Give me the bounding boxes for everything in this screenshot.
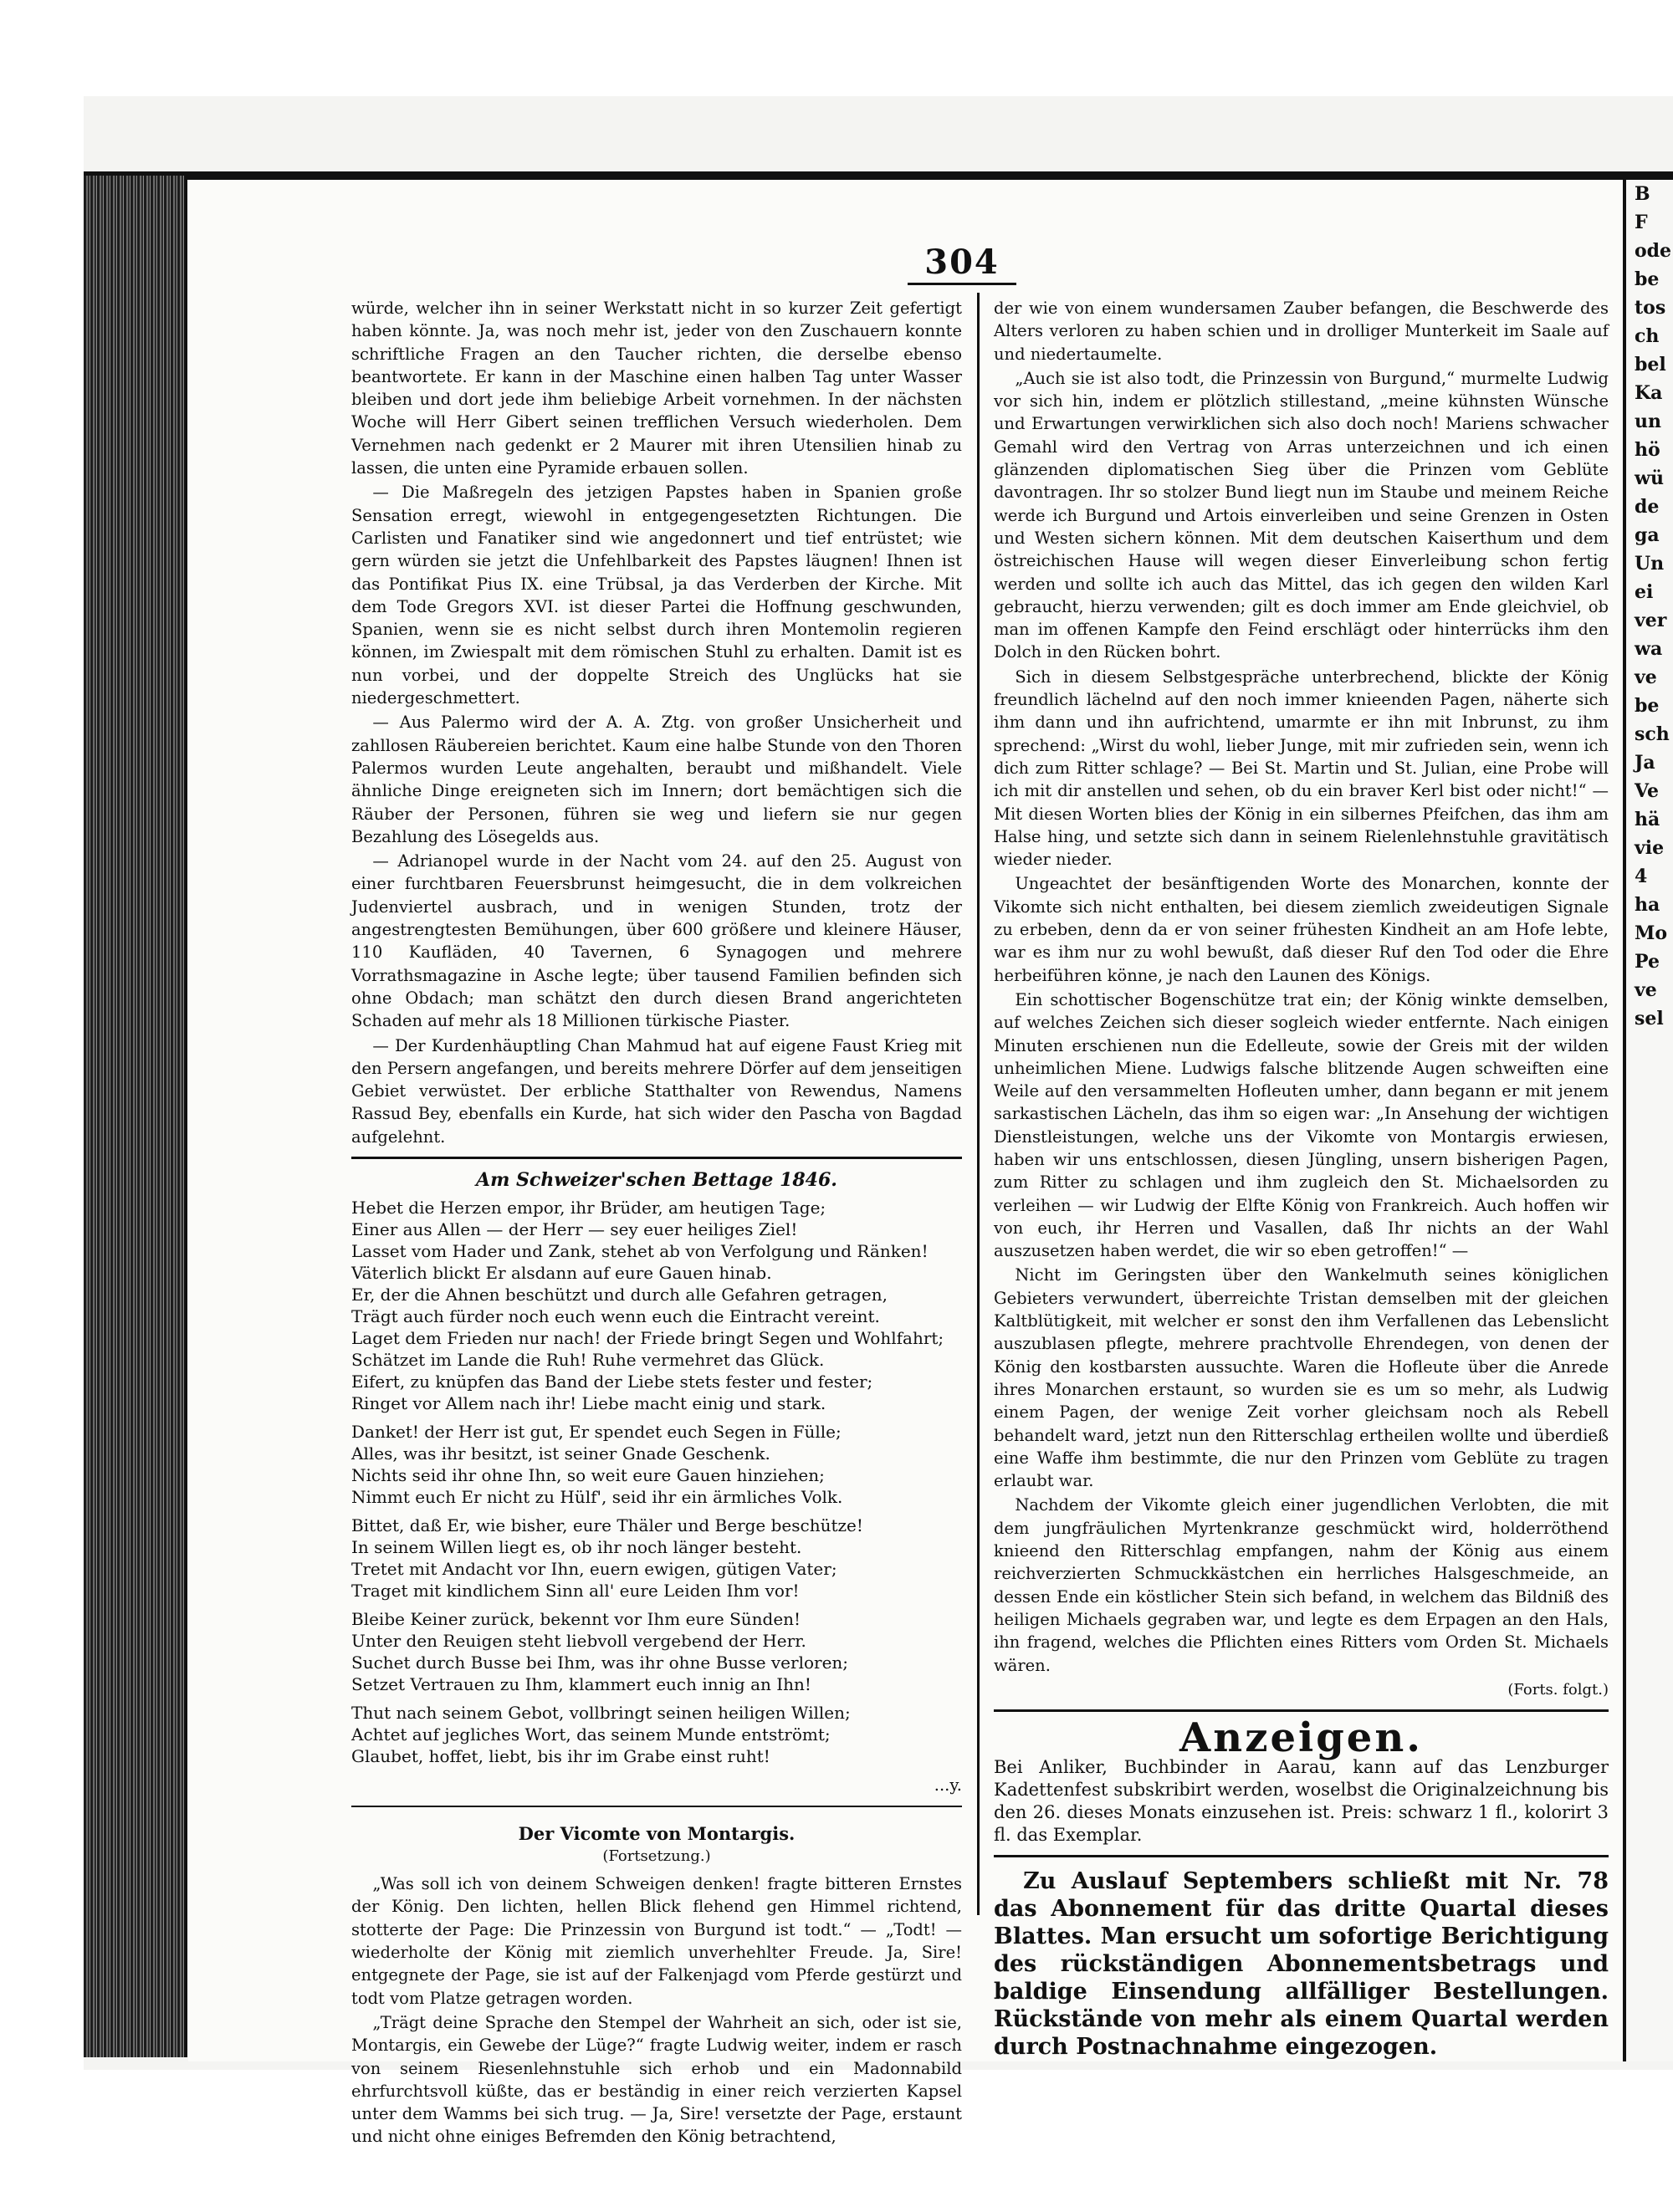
news-paragraph: — Aus Palermo wird der A. A. Ztg. von großer Unsicherheit und zahllosen Räubereien berichtet. Kaum eine halbe Stunde von den Thoren Palermos wurden Leute angehalten, beraubt und mißhandelt. Viele ähnliche Dinge ereigneten sich im Innern; dort bemächtigen sich die Räuber der Personen, führen sie weg und liefern sie nur gegen Bezahlung des Lösegelds aus.: [351, 713, 962, 846]
adjacent-page-fragment: ode: [1635, 240, 1672, 262]
poem-line: Bittet, daß Er, wie bisher, eure Thäler und Berge beschütze!: [351, 1515, 863, 1536]
advertisement-text: Bei Anliker, Buchbinder in Aarau, kann auf das Lenzburger Kadettenfest subskribirt werden, woselbst die Originalzeichnung bis den 26. dieses Monats einzusehen ist. Preis: schwarz 1 fl., kolorirt 3 fl. das Exemplar.: [994, 1757, 1609, 1846]
section-rule: [994, 1855, 1609, 1857]
poem-line: Glaubet, hoffet, liebt, bis ihr im Grabe einst ruht!: [351, 1746, 770, 1767]
poem-line: Hebet die Herzen empor, ihr Brüder, am heutigen Tage;: [351, 1198, 826, 1218]
poem-line: Lasset vom Hader und Zank, stehet ab von Verfolgung und Ränken!: [351, 1241, 929, 1262]
poem-line: Nichts seid ihr ohne Ihn, so weit eure Gauen hinziehen;: [351, 1465, 825, 1486]
adjacent-page-fragment: F: [1635, 212, 1648, 233]
ads-title: Anzeigen.: [1179, 1714, 1423, 1762]
story-paragraph: Ein schottischer Bogenschütze trat ein; der König winkte demselben, auf welches Zeichen sich dieser sogleich wieder entfernte. Nach einigen Minuten erschienen nun die Edelleute, sowie der Greis mit der wilden unheimlichen Miene. Ludwigs falsche blitzende Augen schweiften eine Weile auf den versammelten Hofleuten umher, dann begann er mit jenem sarkastischen Lächeln, das ihm so eigen war: „In Ansehung der wichtigen Dienstleistungen, welche uns der Vikomte von Montargis erwiesen, haben wir uns entschlossen, diesen Jüngling, unsern bisherigen Pagen, zum Ritter zu schlagen und ihm zugleich den St. Michaelsorden zu verleihen — wir Ludwig der Elfte König von Frankreich. Auch hoffen wir von euch, ihr Herren und Vasallen, daß Ihr nichts an der Wahl auszusetzen haben werdet, die wir so eben getroffen!“ —: [994, 989, 1609, 1261]
subscription-notice: Zu Auslauf Septembers schließt mit Nr. 78 das Abonnement für das dritte Quartal dieses Blattes. Man ersucht um sofortige Berichtigung des rückständigen Abonnementsbetrags und baldige Einsendung allfälliger Bestellungen. Rückstände von mehr als einem Quartal werden durch Postnachnahme eingezogen.: [994, 1868, 1609, 2061]
story-paragraph: „Auch sie ist also todt, die Prinzessin von Burgund,“ murmelte Ludwig vor sich hin, indem er plötzlich stillestand, „meine kühnsten Wünsche und Erwartungen verwirklichen sich also doch noch! Mariens schwacher Gemahl wird den Vertrag von Arras unterzeichnen und ich einen glänzenden diplomatischen Sieg über die Prinzen vom Geblüte davontragen. Ihr so stolzer Bund liegt nun im Staube und meinem Reiche werde ich Burgund und Artois einverleiben und seine Grenzen in Osten und Westen sichern können. Mit dem deutschen Kaiserthum und dem östreichischen Hause will wegen dieser Einverleibung schon fertig werden und sollte ich auch das Mittel, das ich gegen den wilden Karl gebraucht, hierzu verwenden; gilt es doch immer am Ende gleichviel, ob man im offenen Kampfe den Feind erschlägt oder hinterrücks ihm den Dolch in den Rücken bohrt.: [994, 368, 1609, 662]
poem: [351, 1197, 962, 1767]
left-column: [351, 297, 962, 2150]
adjacent-page-fragment: ei: [1635, 581, 1654, 603]
adjacent-page-fragment: ch: [1635, 325, 1660, 347]
section-rule: [351, 1806, 962, 1807]
story-paragraph: „Was soll ich von deinem Schweigen denken! fragte bitteren Ernstes der König. Den lichten, hellen Blick flehend gen Himmel richtend, stotterte der Page: Die Prinzessin von Burgund ist todt.“ — „Todt! — wiederholte der König mit ziemlich unverhehlter Freude. Ja, Sire! entgegnete der Page, sie ist auf der Falkenjagd vom Pferde gestürzt und todt vom Platze getragen worden.: [351, 1874, 962, 2008]
news-paragraph: — Die Maßregeln des jetzigen Papstes haben in Spanien große Sensation erregt, wiewohl in entgegengesetzten Richtungen. Die Carlisten und Fanatiker sind wie angedonnert und tief entrüstet; wie gern würden sie jetzt die Unfehlbarkeit des Papstes läugnen! Ihnen ist das Pontifikat Pius IX. eine Trübsal, ja das Verderben der Kirche. Mit dem Tode Gregors XVI. ist dieser Partei die Hoffnung geschwunden, Spanien, wenn sie es nicht selbst durch ihren Montemolin regieren können, im Zwiespalt mit dem römischen Stuhl zu erhalten. Damit ist es nun vorbei, und der doppelte Streich des Unglücks hat sie niedergeschmettert.: [351, 483, 962, 708]
adjacent-page-fragment: wü: [1635, 467, 1664, 489]
adjacent-page-fragment: B: [1635, 183, 1650, 205]
adjacent-page-fragment: ver: [1635, 610, 1667, 631]
poem-stanza: [351, 1515, 962, 1602]
adjacent-page-fragment: vie: [1635, 837, 1665, 859]
adjacent-page-fragment: sel: [1635, 1008, 1664, 1029]
poem-line: Danket! der Herr ist gut, Er spendet euch Segen in Fülle;: [351, 1422, 842, 1443]
continuation-note: (Forts. folgt.): [1507, 1680, 1609, 1699]
poem-line: Tretet mit Andacht vor Ihn, euern ewigen, gütigen Vater;: [351, 1559, 837, 1580]
poem-line: In seinem Willen liegt es, ob ihr noch länger besteht.: [351, 1537, 802, 1558]
news-section: [351, 297, 962, 1148]
page-number-rule: [908, 283, 1016, 285]
book-gutter: [84, 176, 187, 2057]
news-paragraph: — Adrianopel wurde in der Nacht vom 24. auf den 25. August von einer furchtbaren Feuersbrunst heimgesucht, die in dem volkreichen Judenviertel ausbrach, und in wenigen Stunden, trotz der angestrengtesten Bemühungen, über 600 größere und kleinere Häuser, 110 Kaufläden, 40 Tavernen, 6 Synagogen und mehrere Vorrathsmagazine in Asche legte; über tausend Familien befinden sich ohne Obdach; man schätzt den durch diesen Brand angerichteten Schaden auf mehr als 18 Millionen türkische Piaster.: [351, 851, 962, 1031]
adjacent-page-strip: [1623, 180, 1673, 2061]
poem-stanza: [351, 1197, 962, 1414]
story-paragraph: Nicht im Geringsten über den Wankelmuth seines königlichen Gebieters verwundert, überreichte Tristan demselben mit der gleichen Kaltblütigkeit, mit welcher er sonst den ihm Verfallenen das Lebenslicht auszublasen pflegte, mehrere prachtvolle Ehrendegen, von denen der König den kostbarsten aussuchte. Waren die Hofleute über die Anrede ihres Monarchen erstaunt, so wurden sie es um so mehr, als Ludwig einem Pagen, der wenige Zeit vorher gleichsam noch als Rebell behandelt ward, jetzt nun den Ritterschlag ertheilen wollte und überdieß eine Waffe ihm bestimmte, die nur den Prinzen vom Geblüte zu tragen erlaubt war.: [994, 1265, 1609, 1491]
adjacent-page-fragment: Ve: [1635, 780, 1660, 802]
adjacent-page-fragment: hä: [1635, 809, 1660, 830]
poem-line: Er, der die Ahnen beschützt und durch alle Gefahren getragen,: [351, 1285, 888, 1305]
adjacent-page-fragment: tos: [1635, 297, 1666, 319]
poem-line: Eifert, zu knüpfen das Band der Liebe stets fester und fester;: [351, 1372, 873, 1392]
poem-line: Alles, was ihr besitzt, ist seiner Gnade Geschenk.: [351, 1443, 770, 1464]
section-rule: [994, 1709, 1609, 1712]
story-paragraph: „Trägt deine Sprache den Stempel der Wahrheit an sich, oder ist sie, Montargis, ein Gewebe der Lüge?“ fragte Ludwig weiter, indem er rasch von seinem Riesenlehnstuhle sich erhob und ein Madonnabild ehrfurchtsvoll küßte, das er beständig in einer reich verzierten Kapsel unter dem Wamms bei sich trug. — Ja, Sire! versetzte der Page, erstaunt und nicht ohne einiges Befremden den König betrachtend,: [351, 2012, 962, 2147]
poem-line: Nimmt euch Er nicht zu Hülf', seid ihr ein ärmliches Volk.: [351, 1487, 843, 1508]
adjacent-page-fragment: bel: [1635, 354, 1666, 375]
poem-stanza: [351, 1421, 962, 1508]
adjacent-page-fragment: ga: [1635, 524, 1660, 546]
story-title: Der Vicomte von Montargis.: [518, 1822, 796, 1844]
poem-line: Suchet durch Busse bei Ihm, was ihr ohne Busse verloren;: [351, 1653, 849, 1673]
adjacent-page-fragment: 4: [1635, 866, 1648, 887]
poem-line: Ringet vor Allem nach ihr! Liebe macht einig und stark.: [351, 1393, 826, 1414]
adjacent-page-fragment: be: [1635, 268, 1660, 290]
adjacent-page-fragment: hö: [1635, 439, 1660, 461]
adjacent-page-fragment: Pe: [1635, 951, 1660, 973]
page-number: 304: [924, 243, 1000, 282]
adjacent-page-fragment: de: [1635, 496, 1660, 518]
right-column: [994, 297, 1609, 2062]
news-paragraph: — Der Kurdenhäuptling Chan Mahmud hat auf eigene Faust Krieg mit den Persern angefangen, und bereits mehrere Dörfer auf dem jenseitigen Gebiet verwüstet. Der erbliche Statthalter von Rewendus, Namens Rassud Bey, ebenfalls ein Kurde, hat sich wider den Pascha von Bagdad aufgelehnt.: [351, 1035, 962, 1147]
poem-line: Unter den Reuigen steht liebvoll vergebend der Herr.: [351, 1631, 806, 1652]
column-divider: [977, 293, 980, 1915]
poem-stanza: [351, 1702, 962, 1767]
adjacent-page-fragment: un: [1635, 411, 1661, 432]
story-paragraph: der wie von einem wundersamen Zauber befangen, die Beschwerde des Alters verloren zu haben schien und in drolliger Munterkeit im Saale auf und niedertaumelte.: [994, 299, 1609, 364]
story-paragraph: Ungeachtet der besänftigenden Worte des Monarchen, konnte der Vikomte sich nicht enthalten, bei diesem ziemlich zweideutigen Signale zu erbeben, denn da er von seiner frühesten Kindheit an am Hofe lebte, war es ihm nur zu wohl bewußt, daß dieser Ruf den Tod oder die Ehre herbeiführen könne, je nach den Launen des Königs.: [994, 874, 1609, 985]
poem-line: Laget dem Frieden nur nach! der Friede bringt Segen und Wohlfahrt;: [351, 1328, 944, 1349]
poem-line: Schätzet im Lande die Ruh! Ruhe vermehret das Glück.: [351, 1350, 825, 1371]
story-paragraph: Sich in diesem Selbstgespräche unterbrechend, blickte der König freundlich lächelnd auf den noch immer knieenden Pagen, näherte sich ihm dann und ihn aufrichtend, umarmte er ihn mit Inbrunst, zu ihm sprechend: „Wirst du wohl, lieber Junge, mit mir zufrieden sein, wenn ich dich zum Ritter schlage? — Bei St. Martin und St. Julian, eine Probe will ich mit dir anstellen und sehen, ob du ein braver Kerl bist oder nicht!“ — Mit diesen Worten blies der König in ein silbernes Pfeifchen, das ihm am Halse hing, und setzte sich dann in seinem Rielenlehnstuhle gravitätisch wieder nieder.: [994, 667, 1609, 870]
poem-stanza: [351, 1608, 962, 1695]
story-subtitle: (Fortsetzung.): [602, 1847, 711, 1865]
poem-line: Bleibe Keiner zurück, bekennt vor Ihm eure Sünden!: [351, 1609, 801, 1630]
adjacent-page-fragment: ve: [1635, 979, 1657, 1001]
adjacent-page-fragment: Un: [1635, 553, 1665, 575]
poem-line: Setzet Vertrauen zu Ihm, klammert euch innig an Ihn!: [351, 1674, 811, 1695]
adjacent-page-fragment: wa: [1635, 638, 1663, 660]
section-rule: [351, 1157, 962, 1159]
adjacent-page-fragment: sch: [1635, 723, 1670, 745]
poem-line: Einer aus Allen — der Herr — sey euer heiliges Ziel!: [351, 1219, 798, 1240]
poem-line: Väterlich blickt Er alsdann auf eure Gauen hinab.: [351, 1263, 772, 1284]
adjacent-page-fragment: Ka: [1635, 382, 1663, 404]
poem-line: Trägt auch fürder noch euch wenn euch die Eintracht vereint.: [351, 1306, 880, 1327]
adjacent-page-fragment: ve: [1635, 667, 1657, 688]
adjacent-page-fragment: Ja: [1635, 752, 1655, 774]
page-top-rule: [84, 171, 1673, 180]
adjacent-page-fragment: Mo: [1635, 922, 1668, 944]
poem-line: Traget mit kindlichem Sinn all' eure Leiden Ihm vor!: [351, 1581, 800, 1602]
poem-signature: ...y.: [934, 1775, 962, 1796]
adjacent-page-fragment: be: [1635, 695, 1660, 717]
poem-line: Thut nach seinem Gebot, vollbringt seinen heiligen Willen;: [351, 1703, 851, 1724]
news-paragraph: würde, welcher ihn in seiner Werkstatt nicht in so kurzer Zeit gefertigt haben könnte. Ja, was noch mehr ist, jeder von den Zuschauern konnte schriftliche Fragen an den Taucher richten, die derselbe ebenso beantwortete. Er kann in der Maschine einen halben Tag unter Wasser bleiben und dort jede ihm beliebige Arbeit vornehmen. In der nächsten Woche will Herr Gibert seinen trefflichen Versuch wiederholen. Dem Vernehmen nach gedenkt er 2 Maurer mit ihren Utensilien hinab zu lassen, die unten eine Pyramide erbauen sollen.: [351, 299, 962, 478]
poem-line: Achtet auf jegliches Wort, das seinem Munde entströmt;: [351, 1724, 831, 1745]
story-paragraph: Nachdem der Vikomte gleich einer jugendlichen Verlobten, die mit dem jungfräulichen Myrtenkranze geschmückt wird, holderröthend knieend den Ritterschlag empfangen, nahm der König aus einem reichverzierten Schmuckkästchen ein herrliches Halsgeschmeide, an dessen Ende ein köstlicher Stein sich befand, in welchem das Bildniß des heiligen Michaels gegraben war, und legte es dem Erpagen an den Hals, ihn fragend, welches die Pflichten eines Ritters vom Orden St. Michaels wären.: [994, 1495, 1609, 1675]
adjacent-page-fragment: ha: [1635, 894, 1660, 916]
poem-title: Am Schweizer'schen Bettage 1846.: [476, 1168, 837, 1191]
